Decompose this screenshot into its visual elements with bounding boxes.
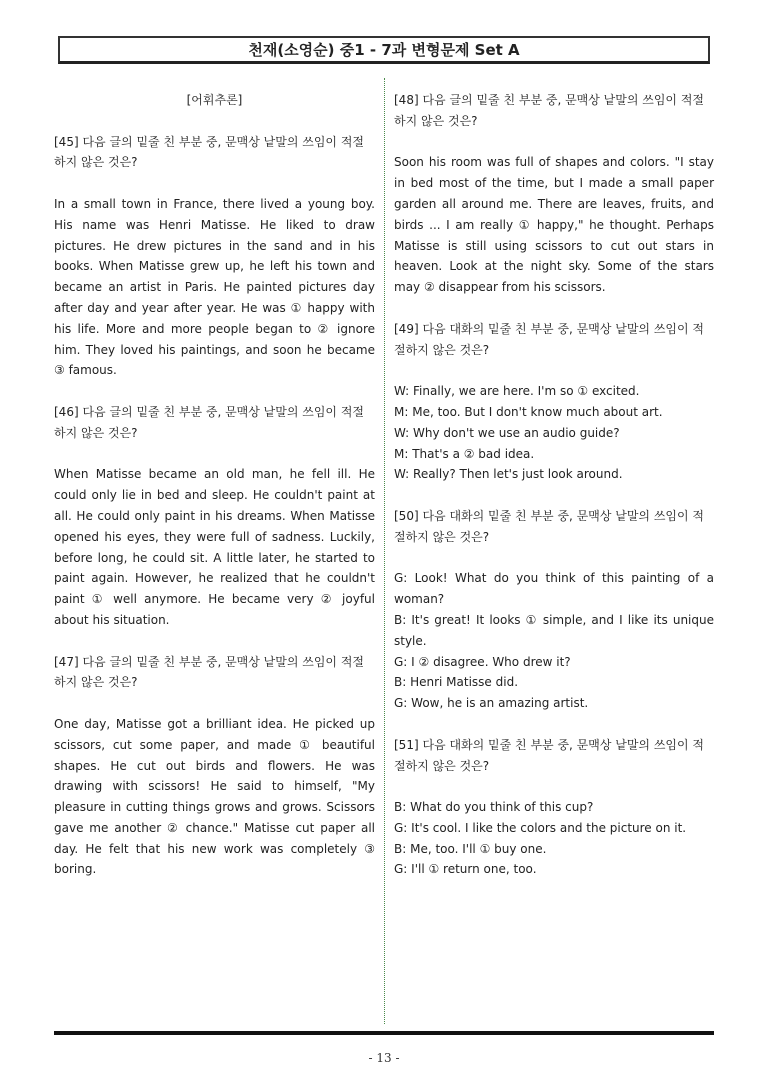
dialog-line: G: It's cool. I like the colors and the picture on it. (394, 820, 687, 835)
dialog-line: G: Look! What do you think of this painting of a woman? (394, 571, 714, 607)
passage-48: Soon his room was full of shapes and colors. "I stay in bed most of the time, but I made a small paper garden all around me. There are leaves, fruits, and birds ... I am really ① happy," he thought. Perhaps Matisse is still using scissors to cut out stars in heaven. Look at the night sky. Some of the stars may ② disappear from his scissors. (394, 155, 714, 295)
dialog-line: G: I ② disagree. Who drew it? (394, 654, 571, 669)
dialog-line: M: Me, too. But I don't know much about art. (394, 404, 663, 419)
right-column (394, 90, 714, 880)
passage-46: When Matisse became an old man, he fell ill. He could only lie in bed and sleep. He couldn't paint at all. He could only paint in his dreams. When Matisse opened his eyes, they were full of sadness. Luckily, before long, he could sit. A little later, he started to paint again. However, he realized that he couldn't paint ① well anymore. He became very ② joyful about his situation. (54, 467, 375, 627)
question-50: [50] 다음 대화의 밑줄 친 부분 중, 문맥상 낱말의 쓰임이 적절하지 않은 것은? (394, 508, 705, 544)
dialog-line: B: Henri Matisse did. (394, 675, 519, 690)
question-48: [48] 다음 글의 밑줄 친 부분 중, 문맥상 낱말의 쓰임이 적절하지 않은 것은? (394, 93, 705, 128)
left-column (54, 90, 375, 880)
dialog-line: M: That's a ② bad idea. (394, 446, 535, 461)
question-49: [49] 다음 대화의 밑줄 친 부분 중, 문맥상 낱말의 쓰임이 적절하지 않은 것은? (394, 321, 705, 357)
page-title: 천재(소영순) 중1 - 7과 변형문제 Set A (58, 36, 710, 64)
dialog-line: B: What do you think of this cup? (394, 800, 594, 815)
dialog-line: W: Really? Then let's just look around. (394, 467, 623, 482)
dialog-line: B: It's great! It looks ① simple, and I like its unique style. (394, 612, 714, 648)
footer-rule (54, 1031, 714, 1035)
passage-45: In a small town in France, there lived a young boy. His name was Henri Matisse. He liked to draw pictures. He drew pictures in the sand and in his books. When Matisse grew up, he left his town and became an artist in Paris. He painted pictures day after day and year after year. He was ① happy with his life. More and more people began to ② ignore him. They loved his paintings, and soon he became ③ famous. (54, 196, 375, 378)
dialog-line: W: Finally, we are here. I'm so ① excited. (394, 384, 640, 399)
question-46: [46] 다음 글의 밑줄 친 부분 중, 문맥상 낱말의 쓰임이 적절하지 않은 것은? (54, 404, 365, 440)
dialog-line: G: Wow, he is an amazing artist. (394, 696, 589, 711)
dialog-line: B: Me, too. I'll ① buy one. (394, 841, 547, 856)
dialog-line: G: I'll ① return one, too. (394, 862, 537, 877)
question-51: [51] 다음 대화의 밑줄 친 부분 중, 문맥상 낱말의 쓰임이 적절하지 않은 것은? (394, 737, 705, 773)
section-heading: [어휘추론] (186, 93, 243, 107)
question-45: [45] 다음 글의 밑줄 친 부분 중, 문맥상 낱말의 쓰임이 적절하지 않은 것은? (54, 134, 365, 170)
page-number: - 13 - (368, 1051, 400, 1065)
dialog-line: W: Why don't we use an audio guide? (394, 425, 620, 440)
column-divider (384, 78, 385, 1024)
passage-47: One day, Matisse got a brilliant idea. He picked up scissors, cut some paper, and made ① beautiful shapes. He cut out birds and flowers. He was drawing with scissors! He said to himself, "My pleasure in cutting things grows and grows. Scissors gave me another ② chance." Matisse cut paper all day. He felt that his new work was completely ③ boring. (54, 716, 375, 877)
question-47: [47] 다음 글의 밑줄 친 부분 중, 문맥상 낱말의 쓰임이 적절하지 않은 것은? (54, 654, 365, 690)
